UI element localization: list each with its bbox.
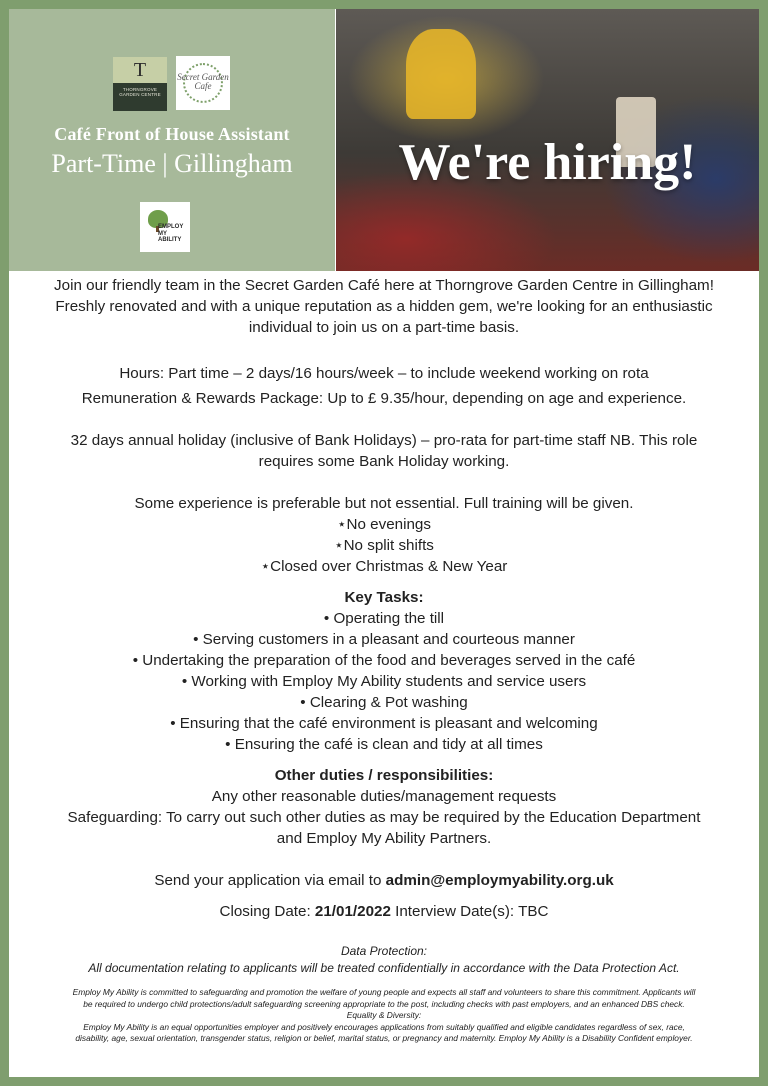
apply-prefix: Send your application via email to <box>154 872 386 889</box>
dates-line <box>9 901 759 922</box>
key-task-item: • Working with Employ My Ability students and service users <box>181 673 587 690</box>
thorngrove-logo-letter: T <box>133 59 147 81</box>
banner <box>9 9 759 271</box>
employ-my-ability-logo-name: EMPLOY MY ABILITY <box>158 224 184 243</box>
holiday-line: 32 days annual holiday (inclusive of Bank Holidays) – pro-rata for part-time staff NB. This role <box>70 432 698 449</box>
employ-my-ability-logo <box>140 202 190 252</box>
interview-date: Interview Date(s): TBC <box>390 903 549 920</box>
equality-heading: Equality & Diversity: <box>346 1010 422 1020</box>
experience-line: Some experience is preferable but not essential. Full training will be given. <box>134 495 634 512</box>
apply-email-link[interactable]: admin@employmyability.org.uk <box>385 872 614 889</box>
intro-line: Freshly renovated and with a unique reputation as a hidden gem, we're looking for an enthusiastic <box>55 298 713 315</box>
other-duties-line: Any other reasonable duties/management requests <box>211 788 557 805</box>
closing-date-label: Closing Date: <box>219 903 315 920</box>
perk-item: ⋆Closed over Christmas & New Year <box>260 558 508 575</box>
person-figure-icon <box>406 29 476 119</box>
cafe-photo <box>336 9 759 271</box>
closing-date-value: 21/01/2022 <box>314 903 391 920</box>
other-duties-heading: Other duties / responsibilities: <box>274 767 494 784</box>
hours-line: Hours: Part time – 2 days/16 hours/week – to include weekend working on rota <box>119 365 649 382</box>
other-duties-line: and Employ My Ability Partners. <box>276 830 492 847</box>
hiring-headline: We're hiring! <box>398 134 697 191</box>
equality-note-line: Employ My Ability is an equal opportunities employer and positively encourages applications from suitably qualified and eligible candidates regardless of sex, race, <box>83 1021 685 1032</box>
perk-item: ⋆No split shifts <box>334 537 434 554</box>
intro-line: individual to join us on a part-time basis. <box>248 319 520 336</box>
key-task-item: • Clearing & Pot washing <box>300 694 468 711</box>
key-task-item: • Operating the till <box>323 610 445 627</box>
perk-item: ⋆No evenings <box>337 516 431 533</box>
job-title: Café Front of House Assistant <box>54 124 290 144</box>
secret-garden-logo-name: Secret Garden Cafe <box>177 72 229 91</box>
banner-left-panel <box>9 9 335 271</box>
equality-note-line: disability, age, sexual orientation, transgender status, religion or belief, marital status, or pregnancy and maternity. Employ My Ability is a Disability Confident employer. <box>75 1033 693 1043</box>
advert-body <box>9 275 759 1045</box>
thorngrove-logo-name: THORNGROVE GARDEN CENTRE <box>119 87 161 97</box>
intro-line: Join our friendly team in the Secret Garden Café here at Thorngrove Garden Centre in Gillingham! <box>54 277 714 294</box>
key-task-item: • Ensuring that the café environment is pleasant and welcoming <box>170 715 598 732</box>
key-task-item: • Ensuring the café is clean and tidy at all times <box>225 736 543 753</box>
apply-line <box>9 870 759 891</box>
secret-garden-logo <box>176 56 230 110</box>
key-task-item: • Undertaking the preparation of the food and beverages served in the café <box>132 652 636 669</box>
thorngrove-logo <box>113 57 167 111</box>
safeguarding-note-line: Employ My Ability is committed to safeguarding and promotion the welfare of young people and expects all staff and volunteers to share this commitment. Applicants will <box>72 987 696 997</box>
key-tasks-heading: Key Tasks: <box>344 589 424 606</box>
key-task-item: • Serving customers in a pleasant and courteous manner <box>193 631 575 648</box>
other-duties-line: Safeguarding: To carry out such other duties as may be required by the Education Department <box>67 809 701 826</box>
remuneration-line: Remuneration & Rewards Package: Up to £ 9.35/hour, depending on age and experience. <box>81 390 687 407</box>
data-protection-heading: Data Protection: <box>340 944 428 958</box>
job-subtitle: Part-Time | Gillingham <box>51 149 293 178</box>
safeguarding-note-line: be required to undergo child protections/adult safeguarding screening appropriate to the post, including checks with past employers, and an enhanced DBS check. <box>83 998 685 1009</box>
data-protection-text: All documentation relating to applicants will be treated confidentially in accordance with the Data Protection Act. <box>88 961 680 975</box>
holiday-line: requires some Bank Holiday working. <box>258 453 510 470</box>
job-advert-page <box>9 9 759 1077</box>
